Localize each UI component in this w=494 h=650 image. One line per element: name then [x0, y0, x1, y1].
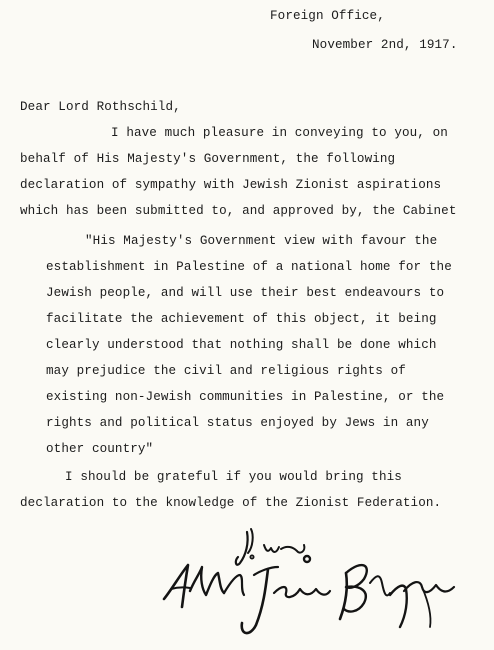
letter-date: November 2nd, 1917. — [312, 38, 458, 52]
closing-line: declaration to the knowledge of the Zionist Federation. — [20, 496, 442, 510]
body-line: which has been submitted to, and approved by, the Cabinet — [20, 204, 457, 218]
quote-line: establishment in Palestine of a national home for the — [46, 260, 452, 274]
salutation: Dear Lord Rothschild, — [20, 100, 181, 114]
quote-line: facilitate the achievement of this object, it being — [46, 312, 437, 326]
quote-line: existing non-Jewish communities in Palestine, or the — [46, 390, 445, 404]
letterhead-place: Foreign Office, — [270, 9, 385, 23]
signature-name — [164, 565, 454, 633]
body-line: behalf of His Majesty's Government, the following — [20, 152, 396, 166]
quote-line: may prejudice the civil and religious rights of — [46, 364, 406, 378]
closing-line: I should be grateful if you would bring this — [65, 470, 402, 484]
quote-line: clearly understood that nothing shall be done which — [46, 338, 437, 352]
quote-line: rights and political status enjoyed by Jews in any — [46, 416, 429, 430]
handwritten-signature — [150, 515, 480, 645]
quote-line: Jewish people, and will use their best endeavours to — [46, 286, 445, 300]
quote-line: "His Majesty's Government view with favour the — [85, 234, 438, 248]
signature-closing-yours — [236, 529, 310, 565]
quote-line: other country" — [46, 442, 154, 456]
body-line: declaration of sympathy with Jewish Zionist aspirations — [20, 178, 442, 192]
body-line: I have much pleasure in conveying to you, on — [111, 126, 448, 140]
